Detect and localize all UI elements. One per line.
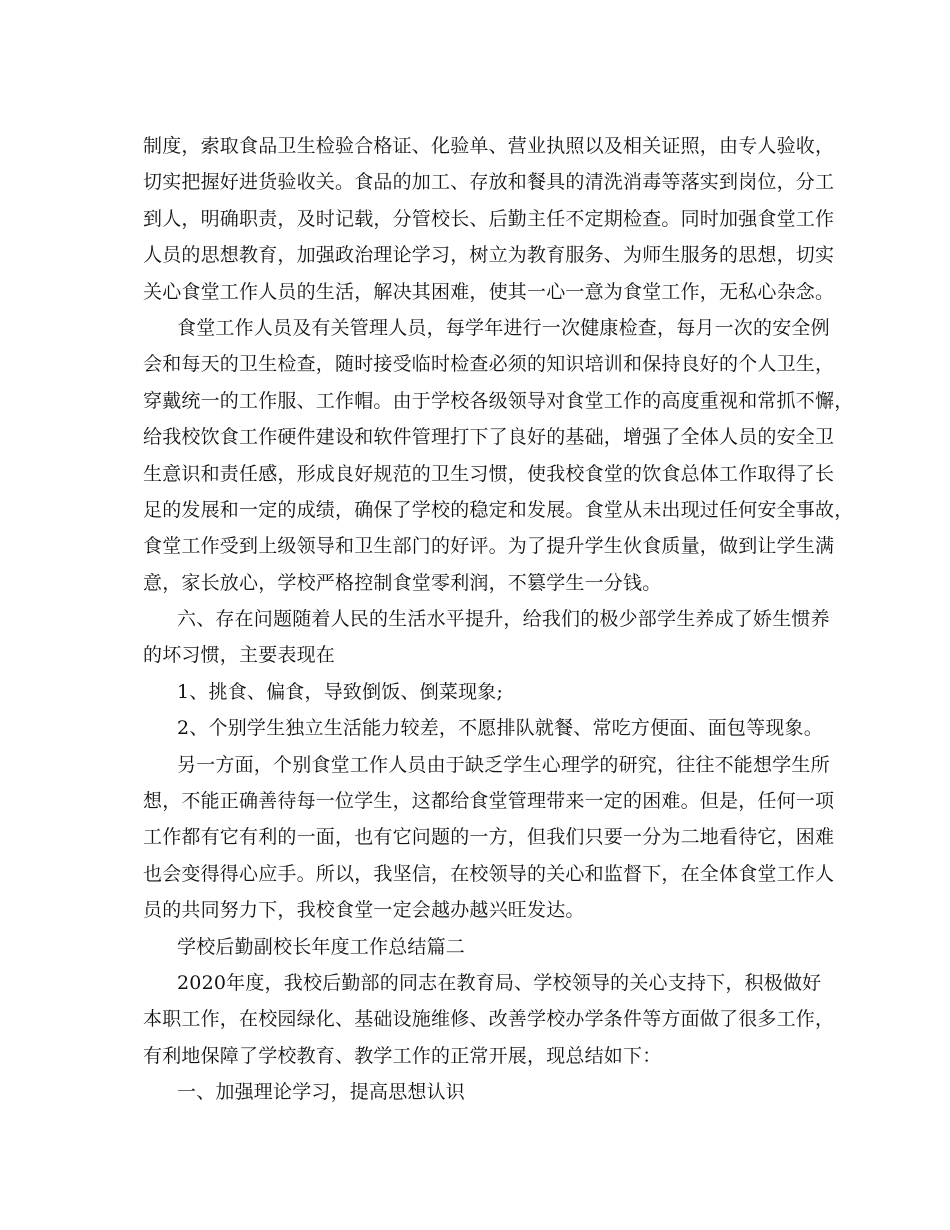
text-line: 足的发展和一定的成绩，确保了学校的稳定和发展。食堂从未出现过任何安全事故， xyxy=(143,498,854,521)
text-line: 本职工作，在校园绿化、基础设施维修、改善学校办学条件等方面做了很多工作， xyxy=(143,1008,835,1031)
text-line: 的坏习惯，主要表现在 xyxy=(143,644,336,667)
subsection-heading: 一、加强理论学习，提高思想认识 xyxy=(177,1081,466,1104)
paragraph-first-line: 六、存在问题随着人民的生活水平提升，给我们的极少部学生养成了娇生惯养 xyxy=(177,608,830,631)
paragraph-first-line: 食堂工作人员及有关管理人员，每学年进行一次健康检查，每月一次的安全例 xyxy=(177,316,830,339)
text-line: 意，家长放心，学校严格控制食堂零利润，不篡学生一分钱。 xyxy=(143,571,662,594)
section-heading: 学校后勤副校长年度工作总结篇二 xyxy=(177,935,466,958)
document-body xyxy=(143,128,854,1111)
list-item: 1、挑食、偏食，导致倒饭、倒菜现象; xyxy=(177,680,504,703)
text-line: 食堂工作受到上级领导和卫生部门的好评。为了提升学生伙食质量，做到让学生满 xyxy=(143,535,835,558)
text-line: 员的共同努力下，我校食堂一定会越办越兴旺发达。 xyxy=(143,899,585,922)
text-line: 也会变得得心应手。所以，我坚信，在校领导的关心和监督下，在全体食堂工作人 xyxy=(143,862,835,885)
paragraph-first-line: 另一方面，个别食堂工作人员由于缺乏学生心理学的研究，往往不能想学生所 xyxy=(177,753,830,776)
text-line: 有利地保障了学校教育、教学工作的正常开展，现总结如下： xyxy=(143,1044,662,1067)
list-item: 2、个别学生独立生活能力较差，不愿排队就餐、常吃方便面、面包等现象。 xyxy=(177,717,823,740)
text-line: 关心食堂工作人员的生活，解决其困难，使其一心一意为食堂工作，无私心杂念。 xyxy=(143,280,835,303)
text-line: 人员的思想教育，加强政治理论学习，树立为教育服务、为师生服务的思想，切实 xyxy=(143,244,835,267)
text-line: 到人，明确职责，及时记载，分管校长、后勤主任不定期检查。同时加强食堂工作 xyxy=(143,207,835,230)
text-line: 切实把握好进货验收关。食品的加工、存放和餐具的清洗消毒等落实到岗位，分工 xyxy=(143,171,835,194)
text-line: 想，不能正确善待每一位学生，这都给食堂管理带来一定的困难。但是，任何一项 xyxy=(143,790,835,813)
text-line: 工作都有它有利的一面，也有它问题的一方，但我们只要一分为二地看待它，困难 xyxy=(143,826,835,849)
text-line: 生意识和责任感，形成良好规范的卫生习惯，使我校食堂的饮食总体工作取得了长 xyxy=(143,462,835,485)
text-line: 制度，索取食品卫生检验合格证、化验单、营业执照以及相关证照，由专人验收， xyxy=(143,135,835,157)
text-line: 穿戴统一的工作服、工作帽。由于学校各级领导对食堂工作的高度重视和常抓不懈， xyxy=(143,389,854,412)
paragraph-first-line: 2020年度，我校后勤部的同志在教育局、学校领导的关心支持下，积极做好 xyxy=(177,971,822,994)
text-line: 会和每天的卫生检查，随时接受临时检查必须的知识培训和保持良好的个人卫生， xyxy=(143,353,835,376)
text-line: 给我校饮食工作硬件建设和软件管理打下了良好的基础，增强了全体人员的安全卫 xyxy=(143,426,835,449)
